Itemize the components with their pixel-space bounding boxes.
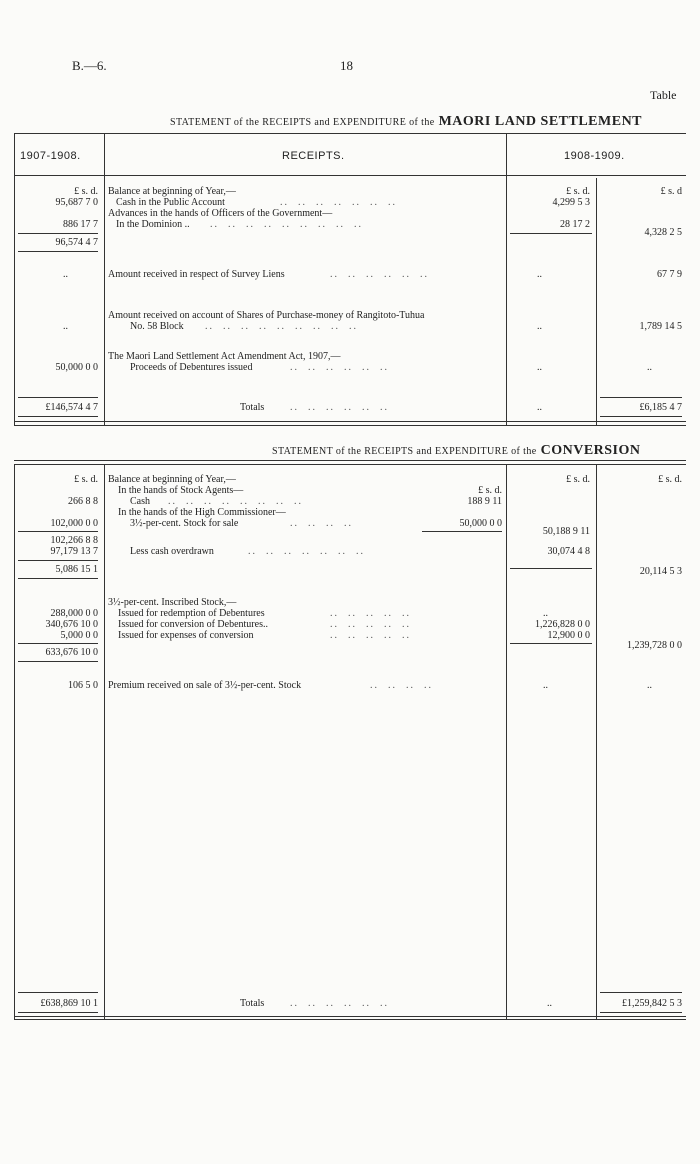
section1-title-bold: MAORI LAND SETTLEMENT	[438, 114, 643, 129]
table-rule	[14, 1019, 686, 1020]
left-amount: 5,000 0 0	[60, 630, 98, 641]
row-label: Balance at beginning of Year,—	[108, 186, 236, 197]
row-label: In the hands of Stock Agents—	[118, 485, 244, 496]
page-reference: B.—6.	[72, 58, 107, 73]
row-label: The Maori Land Settlement Act Amendment Act, 1907,—	[108, 351, 341, 362]
leader-dots: .. .. .. .. .. ..	[290, 362, 389, 373]
right-total: ..	[647, 680, 652, 691]
right-amount: ..	[537, 269, 542, 280]
leader-dots: .. .. .. ..	[290, 518, 353, 529]
inner-amount: 188 9 11	[467, 496, 502, 507]
mid-amount: 30,074 4 8	[547, 546, 590, 557]
sum-rule	[600, 1012, 682, 1013]
currency-unit: £ s. d.	[658, 474, 682, 485]
left-amount: 97,179 13 7	[50, 546, 98, 557]
currency-unit: £ s. d.	[566, 186, 590, 197]
right-total: ..	[647, 362, 652, 373]
column-rule	[506, 464, 507, 1020]
currency-unit: £ s. d.	[74, 474, 98, 485]
left-amount: 886 17 7	[63, 219, 98, 230]
currency-unit: £ s. d.	[566, 474, 590, 485]
mid-amount: 50,188 9 11	[542, 526, 590, 537]
right-total: 1,789 14 5	[639, 321, 682, 332]
row-label: Less cash overdrawn	[130, 546, 214, 557]
column-header-receipts: RECEIPTS.	[282, 150, 345, 162]
right-amount: ..	[537, 362, 542, 373]
table-rule	[14, 175, 686, 176]
table-rule	[14, 421, 686, 422]
row-label: 3½-per-cent. Inscribed Stock,—	[108, 597, 237, 608]
left-amount: 102,000 0 0	[50, 518, 98, 529]
section1-title	[170, 112, 642, 130]
section2-title-bold: CONVERSION	[540, 443, 641, 458]
sum-rule	[510, 233, 592, 234]
table-rule	[14, 133, 686, 134]
row-label: Cash in the Public Account	[116, 197, 225, 208]
row-label: 3½-per-cent. Stock for sale	[130, 518, 239, 529]
section1-title-prefix: STATEMENT of the RECEIPTS and EXPENDITURE of the	[170, 117, 435, 128]
left-amount: 340,676 10 0	[45, 619, 98, 630]
section2-title-prefix: STATEMENT of the RECEIPTS and EXPENDITURE of the	[272, 446, 537, 457]
row-label: Cash	[130, 496, 150, 507]
right-amount: ..	[537, 402, 542, 413]
leader-dots: .. .. .. .. .. .. .. ..	[168, 496, 303, 507]
row-label: Amount received in respect of Survey Liens	[108, 269, 285, 280]
table-rule	[14, 425, 686, 426]
row-label: Issued for expenses of conversion	[118, 630, 254, 641]
sum-rule	[18, 531, 98, 532]
leader-dots: .. .. .. .. ..	[330, 608, 411, 619]
leader-dots: .. .. .. .. .. ..	[290, 402, 389, 413]
sum-rule	[18, 233, 98, 234]
mid-amount: ..	[543, 608, 548, 619]
leader-dots: .. .. .. .. .. .. ..	[280, 197, 397, 208]
row-label: Issued for conversion of Debentures..	[118, 619, 268, 630]
currency-unit: £ s. d	[660, 186, 682, 197]
currency-unit: £ s. d.	[478, 485, 502, 496]
column-rule	[104, 464, 105, 1020]
left-total: £638,869 10 1	[40, 998, 98, 1009]
leader-dots: .. .. .. .. .. .. ..	[248, 546, 365, 557]
mid-amount: ..	[543, 680, 548, 691]
row-label: Advances in the hands of Officers of the Government—	[108, 208, 333, 219]
column-rule	[104, 133, 105, 425]
leader-dots: .. .. .. .. .. .. .. .. ..	[210, 219, 363, 230]
sum-rule	[18, 661, 98, 662]
left-amount: 102,266 8 8	[50, 535, 98, 546]
inner-amount: 50,000 0 0	[459, 518, 502, 529]
table-label: Table	[650, 88, 677, 102]
totals-label: Totals	[240, 402, 265, 413]
sum-rule	[600, 416, 682, 417]
right-total: 67 7 9	[657, 269, 682, 280]
right-total: 20,114 5 3	[639, 566, 682, 577]
table-rule	[14, 1016, 686, 1017]
sum-rule	[18, 643, 98, 644]
left-subtotal: 96,574 4 7	[55, 237, 98, 248]
left-amount: 50,000 0 0	[55, 362, 98, 373]
table-rule	[14, 460, 686, 461]
leader-dots: .. .. .. .. .. ..	[330, 269, 429, 280]
column-rule	[14, 464, 15, 1020]
sum-rule	[18, 416, 98, 417]
row-label: In the hands of the High Commissioner—	[118, 507, 286, 518]
sum-rule	[18, 397, 98, 398]
sum-rule	[18, 578, 98, 579]
sum-rule	[422, 531, 502, 532]
mid-amount: 1,226,828 0 0	[535, 619, 590, 630]
column-rule	[506, 133, 507, 425]
row-label: In the Dominion ..	[116, 219, 190, 230]
right-amount: 28 17 2	[560, 219, 590, 230]
leader-dots: .. .. .. .. .. .. .. .. ..	[205, 321, 358, 332]
row-label: No. 58 Block	[130, 321, 184, 332]
column-header-left: 1907-1908.	[20, 150, 81, 162]
totals-label: Totals	[240, 998, 265, 1009]
leader-dots: .. .. .. ..	[370, 680, 433, 691]
page-number: 18	[340, 58, 353, 73]
column-rule	[596, 178, 597, 425]
row-label: Issued for redemption of Debentures	[118, 608, 265, 619]
left-amount: ..	[63, 321, 68, 332]
column-rule	[596, 464, 597, 1020]
left-amount: 95,687 7 0	[55, 197, 98, 208]
row-label: Premium received on sale of 3½-per-cent. Stock	[108, 680, 302, 691]
left-amount: ..	[63, 269, 68, 280]
sum-rule	[510, 568, 592, 569]
right-amount: 4,299 5 3	[552, 197, 590, 208]
row-label: Amount received on account of Shares of Purchase-money of Rangitoto-Tuhua	[108, 310, 425, 321]
right-grand-total: £1,259,842 5 3	[622, 998, 682, 1009]
right-amount: ..	[537, 321, 542, 332]
row-label: Proceeds of Debentures issued	[130, 362, 253, 373]
leader-dots: .. .. .. .. ..	[330, 630, 411, 641]
mid-amount: ..	[547, 998, 552, 1009]
left-total: £146,574 4 7	[45, 402, 98, 413]
leader-dots: .. .. .. .. ..	[330, 619, 411, 630]
column-rule	[14, 133, 15, 425]
left-amount: 266 8 8	[68, 496, 98, 507]
section2-title	[272, 441, 641, 459]
right-grand-total: £6,185 4 7	[639, 402, 682, 413]
left-amount: 5,086 15 1	[55, 564, 98, 575]
left-amount: 106 5 0	[68, 680, 98, 691]
sum-rule	[18, 560, 98, 561]
left-amount: 633,676 10 0	[45, 647, 98, 658]
left-amount: 288,000 0 0	[50, 608, 98, 619]
right-total: 4,328 2 5	[644, 227, 682, 238]
right-total: 1,239,728 0 0	[627, 640, 682, 651]
leader-dots: .. .. .. .. .. ..	[290, 998, 389, 1009]
sum-rule	[18, 992, 98, 993]
column-header-right: 1908-1909.	[564, 150, 625, 162]
sum-rule	[600, 397, 682, 398]
sum-rule	[510, 643, 592, 644]
row-label: Balance at beginning of Year,—	[108, 474, 236, 485]
mid-amount: 12,900 0 0	[547, 630, 590, 641]
currency-unit: £ s. d.	[74, 186, 98, 197]
sum-rule	[18, 251, 98, 252]
table-rule	[14, 464, 686, 465]
sum-rule	[600, 992, 682, 993]
sum-rule	[18, 1012, 98, 1013]
